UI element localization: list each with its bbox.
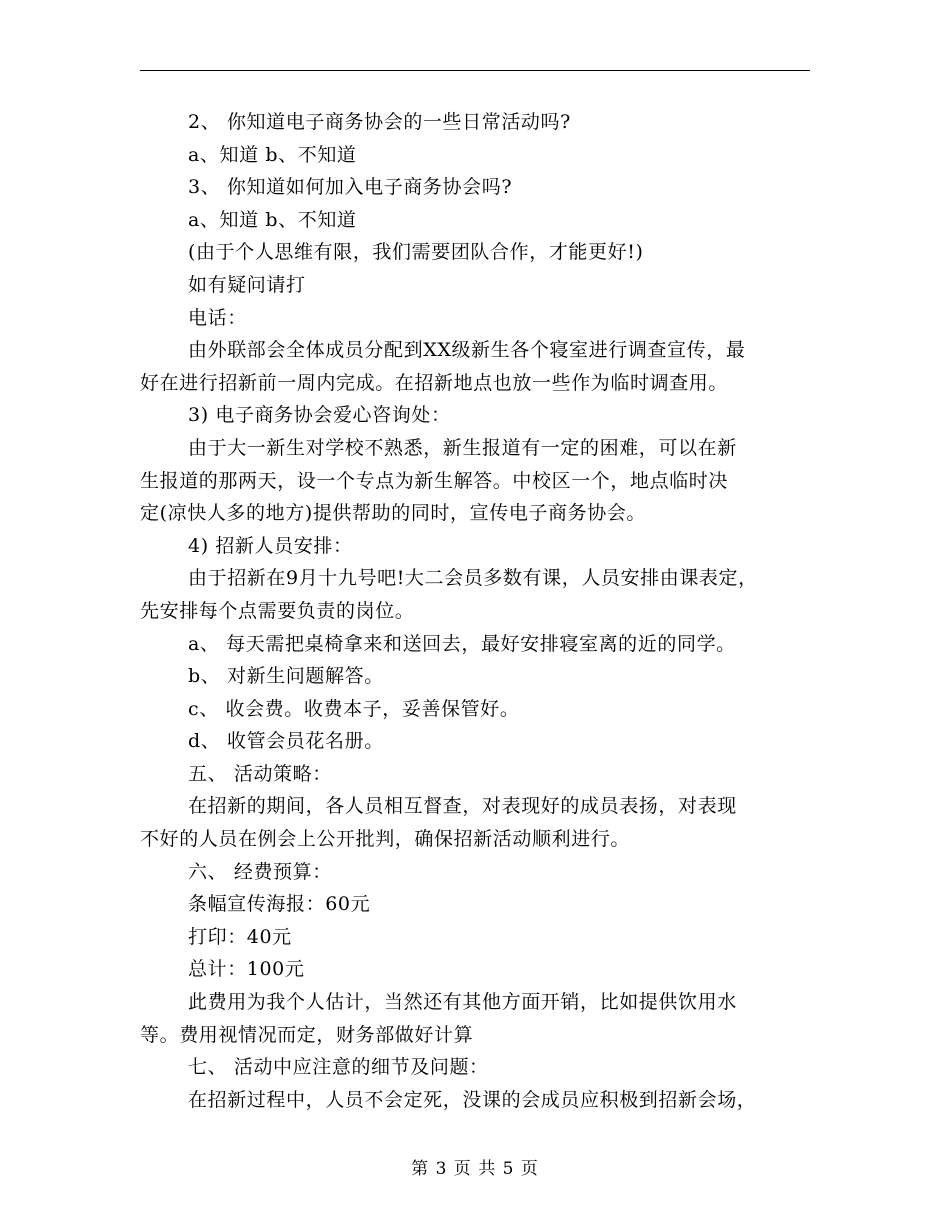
text-line: 先安排每个点需要负责的岗位。 <box>140 599 415 622</box>
text-line: 生报道的那两天，设一个专点为新生解答。中校区一个，地点临时决 <box>140 469 729 492</box>
text-line: 打印：40元 <box>188 925 292 948</box>
text-line: 七、 活动中应注意的细节及问题： <box>188 1056 489 1079</box>
text-line: 好在进行招新前一周内完成。在招新地点也放一些作为临时调查用。 <box>140 371 729 394</box>
document-body <box>140 106 820 1116</box>
text-line: 总计：100元 <box>188 958 305 981</box>
text-line: 此费用为我个人估计，当然还有其他方面开销，比如提供饮用水 <box>188 991 737 1014</box>
text-line: (由于个人思维有限，我们需要团队合作，才能更好!) <box>188 241 644 264</box>
text-line: a、 每天需把桌椅拿来和送回去，最好安排寝室离的近的同学。 <box>188 632 736 655</box>
text-line: b、 对新生问题解答。 <box>188 665 384 688</box>
text-line: 由于招新在9月十九号吧!大二会员多数有课，人员安排由课表定， <box>188 567 758 590</box>
text-line: 3、 你知道如何加入电子商务协会吗? <box>188 176 513 199</box>
page-footer: 第 3 页 共 5 页 <box>411 1159 539 1179</box>
header-rule <box>140 70 810 71</box>
text-line: 如有疑问请打 <box>188 273 306 296</box>
text-line: 定(凉快人多的地方)提供帮助的同时，宣传电子商务协会。 <box>140 502 647 525</box>
text-line: 六、 经费预算： <box>188 860 332 883</box>
text-line: 在招新的期间，各人员相互督查，对表现好的成员表扬，对表现 <box>188 795 737 818</box>
text-line: 2、 你知道电子商务协会的一些日常活动吗? <box>188 111 571 133</box>
text-line: 在招新过程中，人员不会定死，没课的会成员应积极到招新会场， <box>188 1088 757 1111</box>
text-line: 电话： <box>188 306 247 329</box>
text-line: 4) 招新人员安排： <box>188 534 353 557</box>
text-line: c、 收会费。收费本子，妥善保管好。 <box>188 697 520 720</box>
text-line: 条幅宣传海报：60元 <box>188 893 371 916</box>
text-line: 不好的人员在例会上公开批判，确保招新活动顺利进行。 <box>140 828 631 851</box>
text-line: a、知道 b、不知道 <box>188 208 357 231</box>
text-line: 3) 电子商务协会爱心咨询处： <box>188 404 451 427</box>
text-line: 由外联部会全体成员分配到XX级新生各个寝室进行调查宣传，最 <box>188 339 746 362</box>
text-line: 由于大一新生对学校不熟悉，新生报道有一定的困难，可以在新 <box>188 436 737 459</box>
text-line: 等。费用视情况而定，财务部做好计算 <box>140 1023 474 1046</box>
text-line: a、知道 b、不知道 <box>188 143 357 166</box>
text-line: d、 收管会员花名册。 <box>188 730 384 753</box>
text-line: 五、 活动策略： <box>188 762 332 785</box>
